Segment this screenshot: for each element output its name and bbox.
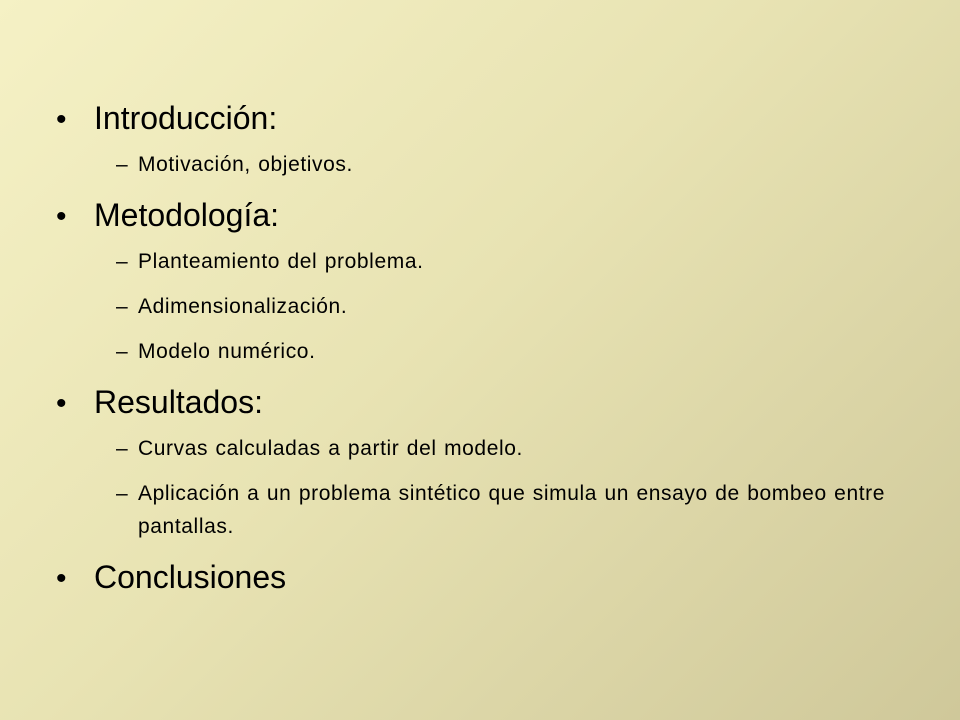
sub-list <box>56 148 906 181</box>
sub-item <box>56 335 906 368</box>
section-introduccion <box>56 96 906 181</box>
sub-item-text: Planteamiento del problema. <box>138 250 424 273</box>
bullet-icon: • <box>56 103 67 136</box>
dash-icon: – <box>116 340 129 363</box>
bullet-icon: • <box>56 200 67 233</box>
section-title: Conclusiones <box>94 559 287 595</box>
section-title: Resultados: <box>94 384 263 420</box>
sub-item <box>56 477 906 543</box>
sub-list <box>56 245 906 368</box>
sub-item-text: Curvas calculadas a partir del modelo. <box>138 437 523 460</box>
sub-item-text: Modelo numérico. <box>138 340 316 363</box>
section-title: Metodología: <box>94 197 280 233</box>
main-bullet-item <box>56 193 906 239</box>
sub-item-text: Aplicación a un problema sintético que simula un ensayo de bombeo entre pantallas. <box>138 482 886 538</box>
sub-item <box>56 245 906 278</box>
main-bullet-item <box>56 555 906 601</box>
section-conclusiones <box>56 555 906 601</box>
sub-item-text: Motivación, objetivos. <box>138 153 353 176</box>
sub-item-text: Adimensionalización. <box>138 295 348 318</box>
dash-icon: – <box>116 295 129 318</box>
main-bullet-item <box>56 96 906 142</box>
bullet-icon: • <box>56 562 67 595</box>
outline-list <box>56 96 906 601</box>
sub-list <box>56 432 906 543</box>
sub-item <box>56 432 906 465</box>
dash-icon: – <box>116 437 129 460</box>
dash-icon: – <box>116 482 129 505</box>
sub-item <box>56 148 906 181</box>
main-bullet-item <box>56 380 906 426</box>
sub-item <box>56 290 906 323</box>
bullet-icon: • <box>56 387 67 420</box>
section-metodologia <box>56 193 906 368</box>
dash-icon: – <box>116 250 129 273</box>
section-title: Introducción: <box>94 100 278 136</box>
dash-icon: – <box>116 153 129 176</box>
section-resultados <box>56 380 906 543</box>
